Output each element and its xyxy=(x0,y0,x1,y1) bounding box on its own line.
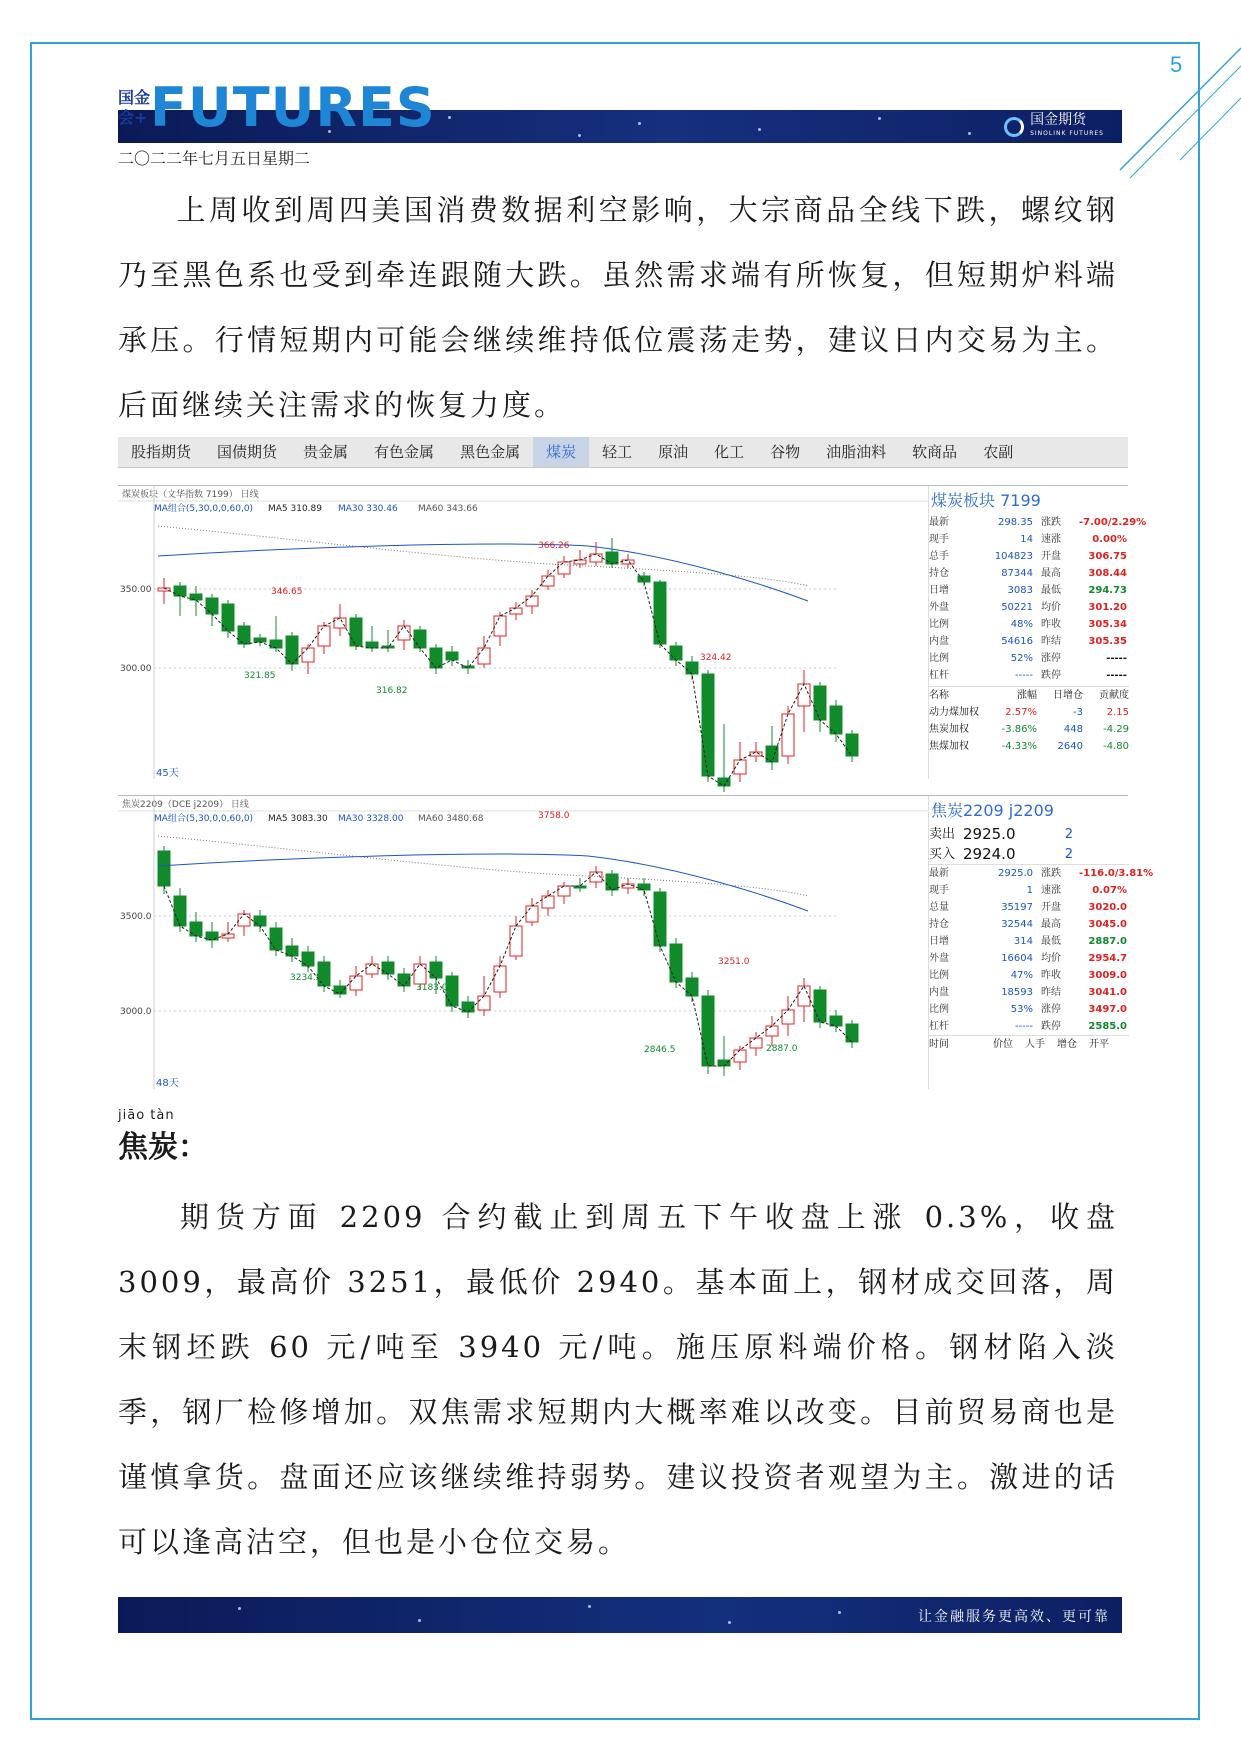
quote-value: 50221 xyxy=(1001,602,1033,613)
contribution-cell: -3.86% xyxy=(1001,724,1037,735)
quote-value: 2925.0 xyxy=(998,868,1033,879)
candle-body xyxy=(302,648,314,662)
candle-body xyxy=(638,884,650,890)
quote-value: 2585.0 xyxy=(1088,1021,1127,1032)
candle-body xyxy=(606,874,618,890)
quote-value: 306.75 xyxy=(1088,551,1127,562)
tab-12[interactable]: 农副 xyxy=(983,443,1014,461)
paragraph-2-text: 期货方面 2209 合约截止到周五下午收盘上涨 0.3%，收盘 3009，最高价 3251，最低价 2940。基本面上，钢材成交回落，周末钢坯跌 60 元/吨至 3940 元/吨。施压原料端价格。钢材陷入淡季，钢厂检修增加。双焦需求短期内大概率难以改变。目前贸易商也是谨慎拿货。盘面还应该继续维持弱势。建议投资者观望为主。激进的话可以逢高沽空，但也是小仓位交易。 xyxy=(118,1200,1118,1559)
quote-label: 涨停 xyxy=(1041,653,1061,664)
candle-body xyxy=(702,674,714,776)
quote-value: 3045.0 xyxy=(1088,919,1127,930)
quote-label: 外盘 xyxy=(929,953,949,964)
quote-value: -116.0/3.81% xyxy=(1079,868,1154,879)
trade-col-header: 增仓 xyxy=(1057,1039,1077,1050)
quote-value: 2954.7 xyxy=(1088,953,1127,964)
quote-row xyxy=(929,950,1129,967)
y-tick-label: 350.00 xyxy=(120,585,152,595)
candle-body xyxy=(222,604,234,631)
ma5-line xyxy=(164,872,852,1066)
quote-label: 总手 xyxy=(929,551,949,562)
buy-label: 买入 xyxy=(929,846,956,862)
quote-value: 53% xyxy=(1010,1004,1033,1015)
buy-price: 2924.0 xyxy=(963,844,1016,863)
coal-candlestick-chart xyxy=(118,486,928,779)
quote-value: 35197 xyxy=(1001,902,1033,913)
quote-row xyxy=(929,582,1129,599)
candle-body xyxy=(350,976,362,990)
ma30-label: MA30 330.46 xyxy=(338,504,398,514)
candle-body xyxy=(398,974,410,986)
quote-label: 现手 xyxy=(929,534,949,545)
candle-body xyxy=(782,714,794,756)
quote-value: ----- xyxy=(1106,670,1127,681)
quote-value: 3497.0 xyxy=(1088,1004,1127,1015)
sell-label: 卖出 xyxy=(929,826,956,842)
buy-volume: 2 xyxy=(1064,846,1073,862)
quote-value: 54616 xyxy=(1001,636,1033,647)
candle-body xyxy=(478,996,490,1010)
paragraph-market-summary xyxy=(118,178,1118,438)
quote-value: 0.00% xyxy=(1092,534,1127,545)
quote-value: 14 xyxy=(1020,534,1033,545)
candle-body xyxy=(494,616,506,636)
tab-3[interactable]: 有色金属 xyxy=(374,443,435,461)
contribution-row[interactable] xyxy=(929,704,1129,721)
candle-body xyxy=(670,646,682,660)
candle-body xyxy=(638,576,650,582)
contribution-row[interactable] xyxy=(929,738,1129,755)
contribution-col-header: 涨幅 xyxy=(1017,690,1037,701)
candle-body xyxy=(558,886,570,896)
quote-value: 32544 xyxy=(1001,919,1033,930)
price-annotation: 2846.5 xyxy=(644,1045,676,1055)
candle-body xyxy=(702,996,714,1066)
quote-value: 48% xyxy=(1010,619,1033,630)
candle-body xyxy=(686,662,698,674)
candle-body xyxy=(430,648,442,668)
ma-label: MA组合(5,30,0,0,60,0) xyxy=(154,814,254,824)
ma30-line xyxy=(158,854,808,911)
quote-label: 最高 xyxy=(1041,919,1061,930)
ma5-label: MA5 310.89 xyxy=(268,504,322,514)
candle-body xyxy=(814,686,826,720)
candle-body xyxy=(398,626,410,640)
candle-body xyxy=(270,928,282,950)
contribution-cell: 448 xyxy=(1063,724,1083,735)
quote-label: 外盘 xyxy=(929,602,949,613)
quote-value: 52% xyxy=(1010,653,1033,664)
quote-label: 现手 xyxy=(929,885,949,896)
quote-value: -7.00/2.29% xyxy=(1079,517,1147,528)
quote-value: 1 xyxy=(1026,885,1033,896)
quote-label: 最低 xyxy=(1041,936,1061,947)
quote-label: 涨跌 xyxy=(1041,868,1061,879)
ma5-line xyxy=(164,554,852,786)
quote-label: 比例 xyxy=(929,1004,949,1015)
quote-label: 均价 xyxy=(1041,953,1061,964)
contribution-cell: 焦煤加权 xyxy=(929,741,969,752)
candle-body xyxy=(766,1026,778,1036)
quote-label: 昨结 xyxy=(1041,636,1061,647)
candle-body xyxy=(510,608,522,614)
ma60-label: MA60 3480.68 xyxy=(418,814,484,824)
contribution-cell: -4.80 xyxy=(1103,741,1129,752)
ma30-label: MA30 3328.00 xyxy=(338,814,404,824)
coke-quote-panel xyxy=(928,796,1154,1089)
company-logo xyxy=(1004,114,1104,140)
quote-value: 3041.0 xyxy=(1088,987,1127,998)
candle-body xyxy=(670,944,682,982)
trade-col-header: 价位 xyxy=(993,1039,1013,1050)
candle-body xyxy=(526,596,538,606)
candle-body xyxy=(446,976,458,1006)
trade-col-header: 开平 xyxy=(1089,1039,1109,1050)
contribution-col-header: 贡献度 xyxy=(1099,690,1129,701)
coal-quote-panel xyxy=(928,486,1147,779)
quote-label: 速涨 xyxy=(1041,885,1061,896)
ma30-line xyxy=(158,544,808,601)
quote-row xyxy=(929,984,1129,1001)
quote-row xyxy=(929,1018,1129,1035)
quote-value: 298.35 xyxy=(998,517,1033,528)
candle-body xyxy=(750,1038,762,1048)
ma60-line xyxy=(158,836,808,896)
page-number: 5 xyxy=(1170,52,1183,77)
logo-cn: 国金期货 xyxy=(1030,112,1087,128)
quote-row xyxy=(929,899,1129,916)
candle-body xyxy=(446,652,458,660)
quote-label: 昨收 xyxy=(1041,970,1061,981)
quote-label: 涨停 xyxy=(1041,1004,1061,1015)
ma60-line xyxy=(158,526,808,586)
candle-body xyxy=(494,966,506,992)
price-annotation: 3758.0 xyxy=(538,811,570,821)
sector-tabbar xyxy=(118,437,1128,468)
quote-row xyxy=(929,565,1129,582)
candle-body xyxy=(718,778,730,786)
quote-row xyxy=(929,616,1129,633)
candle-body xyxy=(462,666,474,668)
candle-body xyxy=(718,1060,730,1066)
contribution-cell: -3 xyxy=(1073,707,1083,718)
quote-label: 持仓 xyxy=(929,919,949,930)
quote-label: 昨收 xyxy=(1041,619,1061,630)
quote-value: 294.73 xyxy=(1088,585,1127,596)
quote-label: 开盘 xyxy=(1041,902,1061,913)
trade-col-header: 人手 xyxy=(1025,1039,1045,1050)
candle-body xyxy=(606,552,618,564)
bar-count-label: 45天 xyxy=(156,768,179,779)
tab-9[interactable]: 谷物 xyxy=(770,443,801,461)
quote-label: 跌停 xyxy=(1041,670,1061,681)
quote-label: 日增 xyxy=(929,936,949,947)
candle-body xyxy=(350,618,362,646)
candle-body xyxy=(654,582,666,644)
y-tick-label: 3500.0 xyxy=(120,912,152,922)
quote-label: 速涨 xyxy=(1041,534,1061,545)
quote-label: 总量 xyxy=(929,902,949,913)
quote-label: 日增 xyxy=(929,585,949,596)
quote-row xyxy=(929,650,1129,667)
quote-row xyxy=(929,916,1129,933)
brand-futures: FUTURES xyxy=(150,76,436,139)
quote-label: 开盘 xyxy=(1041,551,1061,562)
brand-small: 国金会+ xyxy=(118,88,151,127)
contribution-cell: -4.33% xyxy=(1001,741,1037,752)
quote-value: 18593 xyxy=(1001,987,1033,998)
contribution-cell: 动力煤加权 xyxy=(929,707,979,718)
candle-body xyxy=(622,560,634,564)
contribution-cell: 2640 xyxy=(1057,741,1083,752)
candle-body xyxy=(382,962,394,974)
quote-label: 最高 xyxy=(1041,568,1061,579)
quote-label: 比例 xyxy=(929,970,949,981)
candle-body xyxy=(798,684,810,706)
ma5-label: MA5 3083.30 xyxy=(268,814,328,824)
paragraph-coke-analysis xyxy=(118,1185,1118,1575)
quote-label: 内盘 xyxy=(929,636,949,647)
quote-value: 3009.0 xyxy=(1088,970,1127,981)
quote-label: 均价 xyxy=(1041,602,1061,613)
candle-body xyxy=(510,926,522,956)
sell-price: 2925.0 xyxy=(963,824,1016,843)
tab-11[interactable]: 软商品 xyxy=(912,443,958,461)
quote-label: 涨跌 xyxy=(1041,517,1061,528)
quote-row xyxy=(929,531,1129,548)
coal-sector-chart xyxy=(118,485,1147,779)
y-tick-label: 300.00 xyxy=(120,664,152,674)
candle-body xyxy=(654,892,666,946)
buy-row xyxy=(929,844,1129,865)
quote-label: 比例 xyxy=(929,653,949,664)
candle-body xyxy=(750,752,762,756)
quote-value: 87344 xyxy=(1001,568,1033,579)
y-tick-label: 3000.0 xyxy=(120,1007,152,1017)
tab-7[interactable]: 原油 xyxy=(658,443,689,461)
sell-volume: 2 xyxy=(1064,826,1073,842)
candle-body xyxy=(334,618,346,628)
footer-band xyxy=(118,1597,1122,1633)
price-annotation: 321.85 xyxy=(244,671,276,681)
quote-label: 最新 xyxy=(929,868,949,879)
paragraph-1-text: 上周收到周四美国消费数据利空影响，大宗商品全线下跌，螺纹钢乃至黑色系也受到牵连跟随大跌。虽然需求端有所恢复，但短期炉料端承压。行情短期内可能会继续维持低位震荡走势，建议日内交易为主。后面继续关注需求的恢复力度。 xyxy=(118,193,1118,422)
quote-value: 0.07% xyxy=(1092,885,1127,896)
candle-body xyxy=(430,962,442,978)
candle-body xyxy=(478,648,490,664)
tab-5[interactable]: 煤炭 xyxy=(533,437,589,467)
candle-body xyxy=(734,1050,746,1062)
coke-futures-chart xyxy=(118,795,1154,1089)
candle-body xyxy=(270,640,282,648)
contribution-header xyxy=(929,687,1129,704)
candle-body xyxy=(542,896,554,908)
coke-panel-title: 焦炭2209 j2209 xyxy=(931,801,1054,820)
ma-label: MA组合(5,30,0,0,60,0) xyxy=(154,504,254,514)
price-annotation: 3183.0 xyxy=(416,983,448,993)
candle-body xyxy=(558,562,570,574)
quote-row xyxy=(929,633,1129,650)
candle-body xyxy=(782,1010,794,1024)
candle-body xyxy=(814,990,826,1022)
contribution-col-header: 日增仓 xyxy=(1053,690,1083,701)
contribution-row[interactable] xyxy=(929,721,1129,738)
candle-body xyxy=(686,978,698,996)
tab-10[interactable]: 油脂油料 xyxy=(826,443,887,461)
tab-8[interactable]: 化工 xyxy=(714,443,745,461)
quote-row xyxy=(929,933,1129,950)
quote-row xyxy=(929,1001,1129,1018)
trade-col-header: 时间 xyxy=(929,1039,949,1050)
quote-row xyxy=(929,514,1147,531)
quote-value: 47% xyxy=(1010,970,1033,981)
contribution-cell: 2.57% xyxy=(1005,707,1037,718)
bar-count-label: 48天 xyxy=(156,1078,179,1089)
chart-header: 焦炭2209（DCE j2209） 日线 xyxy=(122,800,249,810)
candle-body xyxy=(254,916,266,926)
quote-label: 比例 xyxy=(929,619,949,630)
candle-body xyxy=(174,586,186,596)
candle-body xyxy=(846,734,858,756)
candle-body xyxy=(366,964,378,974)
quote-label: 杠杆 xyxy=(929,670,949,681)
candle-body xyxy=(174,896,186,926)
quote-row xyxy=(929,667,1129,684)
section-pinyin: jiāo tàn xyxy=(118,1108,175,1123)
price-annotation: 324.42 xyxy=(700,653,732,663)
price-annotation: 346.65 xyxy=(271,587,303,597)
candle-body xyxy=(846,1024,858,1042)
candle-body xyxy=(238,914,250,926)
section-title: 焦炭： xyxy=(118,1130,208,1165)
price-annotation: 366.26 xyxy=(538,541,570,551)
candle-body xyxy=(238,626,250,644)
price-annotation: 2887.0 xyxy=(766,1044,798,1054)
price-annotation: 3234.5 xyxy=(290,973,322,983)
quote-value: ----- xyxy=(1014,1021,1033,1032)
quote-value: 3020.0 xyxy=(1088,902,1127,913)
coal-panel-title: 煤炭板块 7199 xyxy=(931,491,1041,510)
coke-candlestick-chart xyxy=(118,796,928,1089)
tab-1[interactable]: 国债期货 xyxy=(217,443,278,461)
quote-label: 昨结 xyxy=(1041,987,1061,998)
quote-label: 杠杆 xyxy=(929,1021,949,1032)
sell-row xyxy=(929,824,1129,844)
contribution-cell: -4.29 xyxy=(1103,724,1129,735)
logo-mark-icon xyxy=(1004,117,1024,137)
quote-value: 305.35 xyxy=(1088,636,1127,647)
price-annotation: 316.82 xyxy=(376,686,408,696)
trade-list-header xyxy=(929,1035,1129,1053)
tab-0[interactable]: 股指期货 xyxy=(131,443,192,461)
price-annotation: 3251.0 xyxy=(718,957,750,967)
candle-body xyxy=(254,638,266,642)
ma60-label: MA60 343.66 xyxy=(418,504,478,514)
candle-body xyxy=(414,630,426,648)
quote-value: 305.34 xyxy=(1088,619,1127,630)
report-date: 二〇二二年七月五日星期二 xyxy=(118,149,311,168)
quote-row xyxy=(929,865,1154,882)
quote-value: 16604 xyxy=(1001,953,1033,964)
quote-value: ----- xyxy=(1014,670,1033,681)
tab-2[interactable]: 贵金属 xyxy=(303,443,349,461)
contribution-col-header: 名称 xyxy=(929,690,949,701)
quote-value: 2887.0 xyxy=(1088,936,1127,947)
contribution-cell: 2.15 xyxy=(1106,707,1129,718)
logo-en: SINOLINK FUTURES xyxy=(1030,130,1104,137)
tab-4[interactable]: 黑色金属 xyxy=(460,443,521,461)
chart-header: 煤炭板块（文华指数 7199） 日线 xyxy=(122,490,259,500)
candle-body xyxy=(158,851,170,886)
quote-value: ----- xyxy=(1106,653,1127,664)
quote-label: 最低 xyxy=(1041,585,1061,596)
quote-value: 314 xyxy=(1013,936,1033,947)
quote-label: 跌停 xyxy=(1041,1021,1061,1032)
quote-value: 308.44 xyxy=(1088,568,1127,579)
candle-body xyxy=(206,598,218,614)
footer-slogan: 让金融服务更高效、更可靠 xyxy=(918,1609,1110,1625)
quote-row xyxy=(929,967,1129,984)
quote-value: 301.20 xyxy=(1088,602,1127,613)
quote-row xyxy=(929,599,1129,616)
quote-row xyxy=(929,548,1129,565)
quote-row xyxy=(929,882,1129,899)
candle-body xyxy=(526,906,538,922)
candle-body xyxy=(318,626,330,646)
quote-label: 持仓 xyxy=(929,568,949,579)
quote-value: 3083 xyxy=(1007,585,1033,596)
candle-body xyxy=(414,964,426,984)
candle-body xyxy=(590,554,602,562)
quote-label: 最新 xyxy=(929,517,949,528)
quote-value: 104823 xyxy=(994,551,1033,562)
tab-6[interactable]: 轻工 xyxy=(602,443,633,461)
quote-label: 内盘 xyxy=(929,987,949,998)
contribution-cell: 焦炭加权 xyxy=(929,724,969,735)
